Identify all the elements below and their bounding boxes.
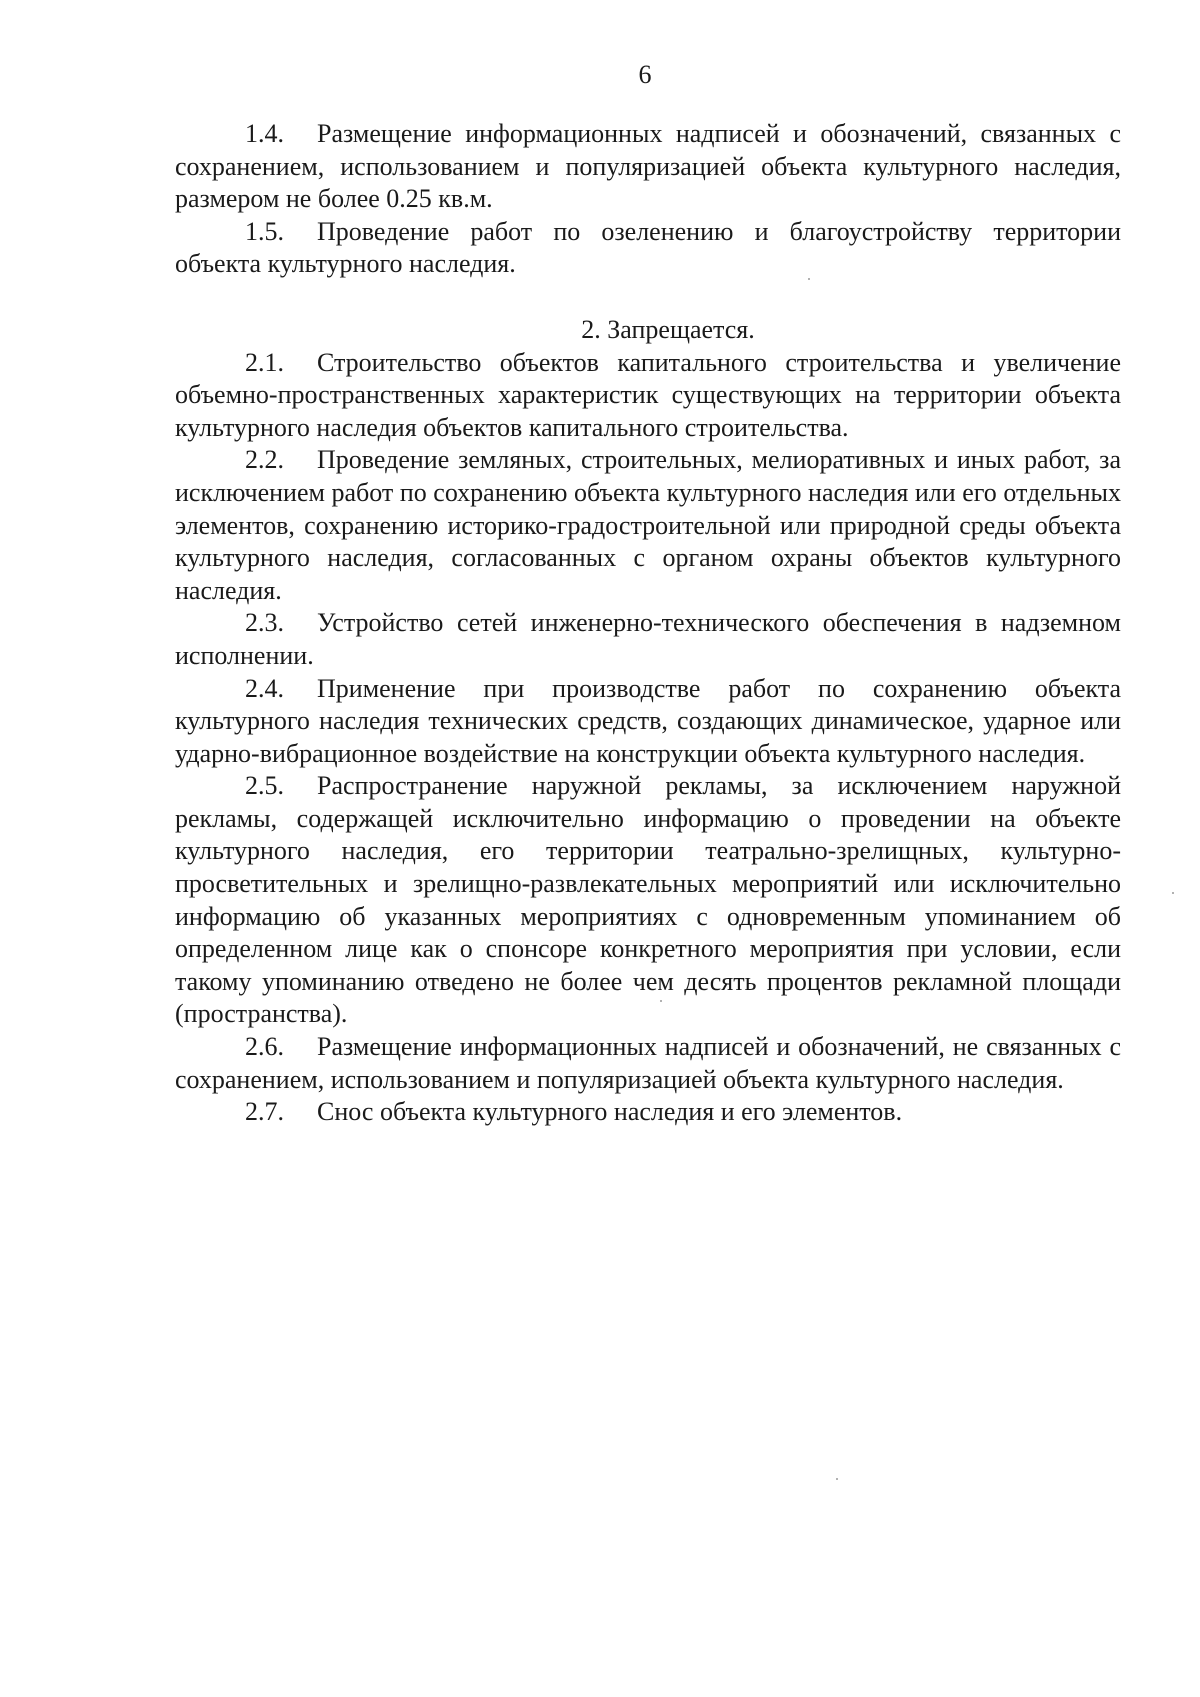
list-item-2-2 <box>175 444 1121 607</box>
item-text: Снос объекта культурного наследия и его элементов. <box>317 1097 903 1127</box>
item-number: 2.6. <box>245 1032 284 1062</box>
list-item-1-5 <box>175 216 1121 281</box>
scan-speck <box>808 278 810 280</box>
item-number: 2.5. <box>245 771 284 801</box>
scan-speck <box>660 1000 662 1002</box>
item-number: 1.4. <box>245 119 284 148</box>
item-text: Проведение работ по озеленению и благоустройству территории объекта культурного наследия. <box>175 216 1121 279</box>
item-number: 2.4. <box>245 673 284 703</box>
section-heading: 2. Запрещается. <box>581 314 755 344</box>
item-text: Применение при производстве работ по сохранению объекта культурного наследия технических средств, создающих динамическое, ударное или ударно-вибрационное воздействие на конструкции объекта культурного наследия. <box>175 673 1121 768</box>
item-number: 2.7. <box>245 1097 284 1127</box>
document-body <box>175 118 1121 1129</box>
item-text: Строительство объектов капитального строительства и увеличение объемно-пространственных характеристик существующих на территории объекта культурного наследия объектов капитального строительства. <box>175 347 1121 442</box>
scan-speck <box>1172 892 1174 894</box>
item-text: Распространение наружной рекламы, за исключением наружной рекламы, содержащей исключительно информацию о проведении на объекте культурного наследия, его территории театрально-зрелищных, культурно-просветительных и зрелищно-развлекательных мероприятий или исключительно информацию об указанных мероприятиях с одновременным упоминанием об определенном лице как о спонсоре конкретного мероприятия при условии, если такому упоминанию отведено не более чем десять процентов рекламной площади (пространства). <box>175 771 1121 1029</box>
item-text: Проведение земляных, строительных, мелиоративных и иных работ, за исключением работ по сохранению объекта культурного наследия или его отдельных элементов, сохранению историко-градостроительной или природной среды объекта культурного наследия, согласованных с органом охраны объектов культурного наследия. <box>175 445 1121 605</box>
item-number: 2.3. <box>245 608 284 638</box>
item-text: Размещение информационных надписей и обозначений, связанных с сохранением, использованием и популяризацией объекта культурного наследия, размером не более 0.25 кв.м. <box>175 119 1121 214</box>
list-item-2-4 <box>175 673 1121 771</box>
item-text: Устройство сетей инженерно-технического обеспечения в надземном исполнении. <box>175 608 1121 670</box>
item-number: 2.1. <box>245 347 284 377</box>
scan-speck <box>836 1478 838 1480</box>
list-item-2-6 <box>175 1031 1121 1096</box>
item-number: 1.5. <box>245 216 284 246</box>
page-number: 6 <box>638 60 652 89</box>
list-item-1-4 <box>175 118 1121 216</box>
item-number: 2.2. <box>245 445 284 475</box>
list-item-2-7 <box>175 1096 1121 1129</box>
list-item-2-1 <box>175 347 1121 445</box>
item-text: Размещение информационных надписей и обозначений, не связанных с сохранением, использованием и популяризацией объекта культурного наследия. <box>175 1032 1121 1094</box>
list-item-2-5 <box>175 770 1121 1031</box>
list-item-2-3 <box>175 607 1121 672</box>
